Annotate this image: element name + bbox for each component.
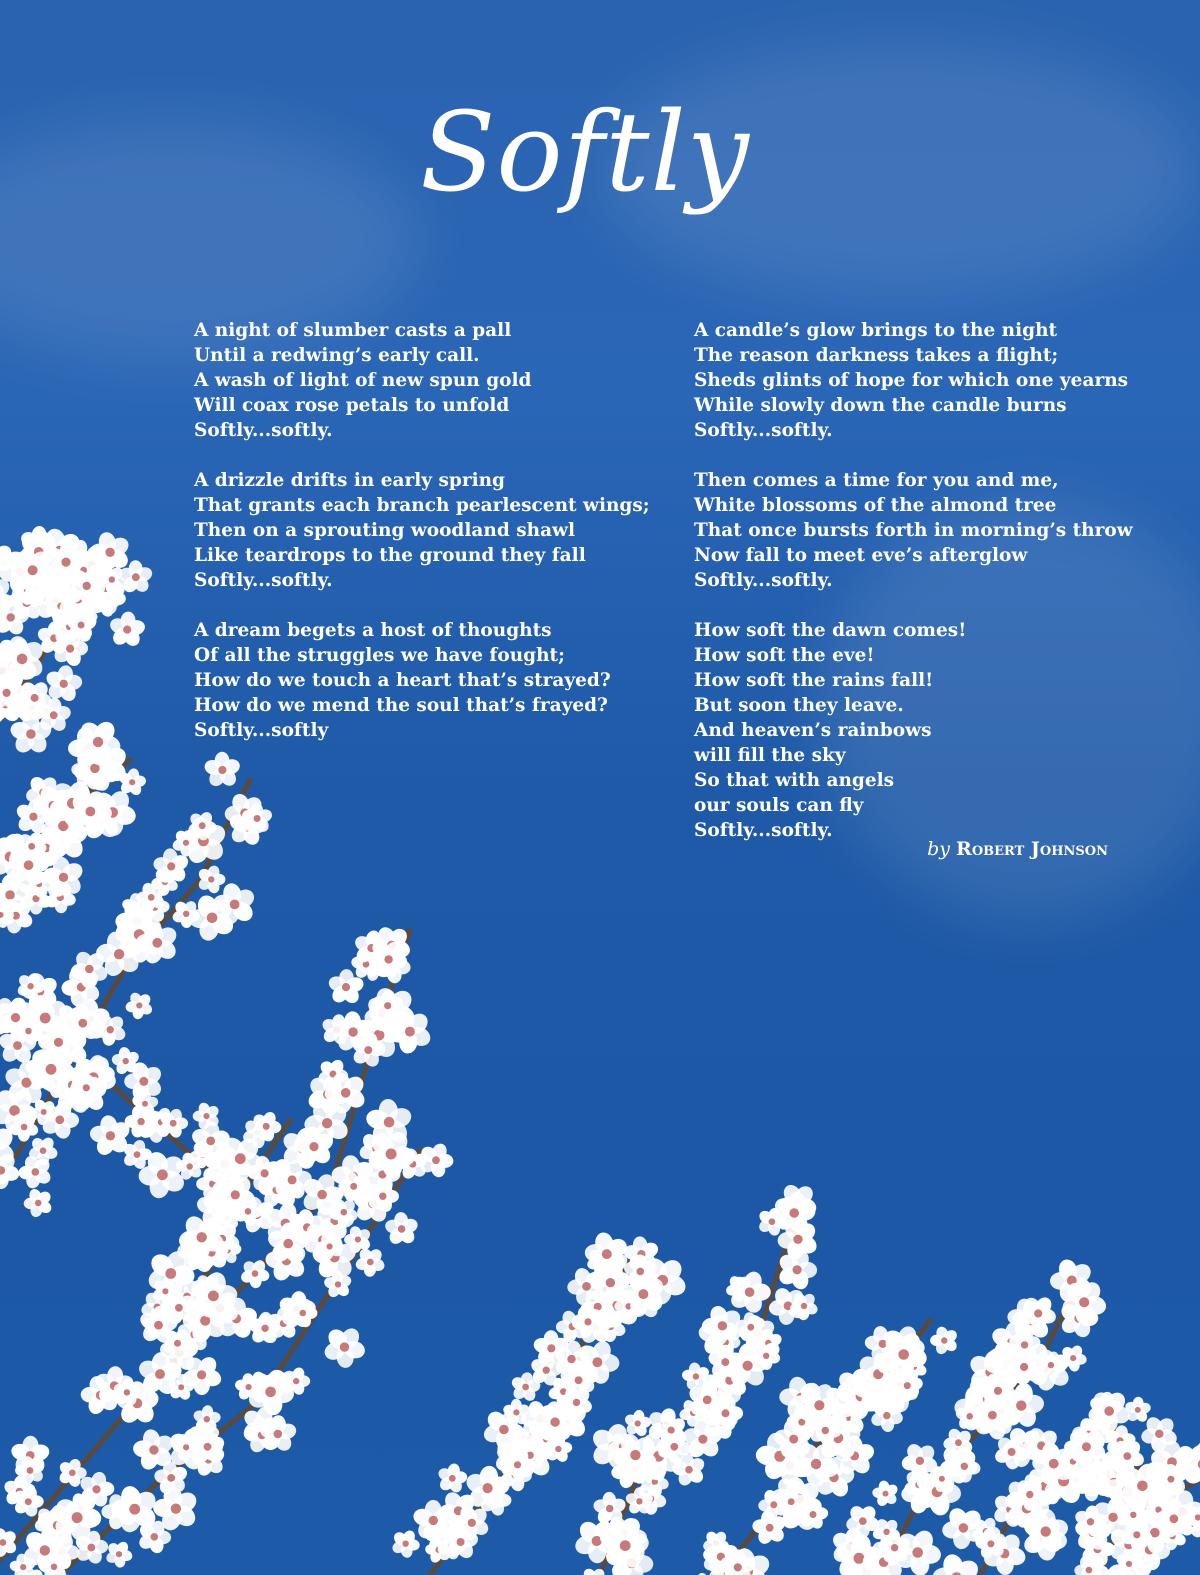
poem-line: That grants each branch pearlescent wings; (194, 495, 650, 516)
poem-line: our souls can fly (694, 795, 864, 816)
byline-prefix: by (927, 838, 950, 860)
poem-line: Sheds glints of hope for which one yearns (694, 370, 1129, 391)
poem-line: Will coax rose petals to unfold (194, 395, 510, 416)
poem-byline (880, 838, 1108, 860)
blossom (153, 1460, 189, 1496)
blossom (322, 1325, 367, 1368)
poem-line: Softly...softly. (194, 420, 333, 441)
blossom (436, 1462, 468, 1494)
poem-line: But soon they leave. (694, 695, 904, 716)
poem-line: A drizzle drifts in early spring (194, 470, 505, 491)
poem-line: How soft the dawn comes! (694, 620, 967, 641)
blossom (125, 991, 154, 1020)
poem-line: Then comes a time for you and me, (694, 470, 1059, 491)
poem-line: That once bursts forth in morning’s throw (694, 520, 1133, 541)
blossom (930, 1325, 959, 1356)
blossom (108, 611, 147, 649)
poem-line: Until a redwing’s early call. (194, 345, 480, 366)
poem-title: Softly (420, 88, 750, 216)
poem-line: A night of slumber casts a pall (194, 320, 512, 341)
poem-line: A dream begets a host of thoughts (194, 620, 552, 641)
poem-line: Softly...softly. (694, 820, 833, 841)
poem-line: White blossoms of the almond tree (694, 495, 1057, 516)
poem-line: So that with angels (694, 770, 895, 791)
blossom (104, 1540, 133, 1568)
poem-line: Then on a sprouting woodland shawl (194, 520, 576, 541)
stanza (194, 318, 664, 443)
stanza (694, 618, 1154, 843)
poem-line: Softly...softly (194, 720, 329, 741)
poem-line: Now fall to meet eve’s afterglow (694, 545, 1028, 566)
stanza (194, 618, 664, 743)
poem-line: Like teardrops to the ground they fall (194, 545, 586, 566)
blossom (384, 1212, 420, 1247)
poem-line: How do we mend the soul that’s frayed? (194, 695, 608, 716)
poem-line: The reason darkness takes a flight; (694, 345, 1059, 366)
poem-line: Softly...softly. (694, 420, 833, 441)
blossom (390, 1528, 420, 1558)
poem-line: will fill the sky (694, 745, 846, 766)
blossom (872, 1480, 900, 1508)
poem-line: How soft the eve! (694, 645, 875, 666)
stanza (694, 318, 1154, 443)
author-name: Robert Johnson (956, 838, 1108, 860)
stanza (694, 468, 1154, 593)
poem-column-right (694, 318, 1154, 868)
poem-line: A wash of light of new spun gold (194, 370, 532, 391)
poem-line: How do we touch a heart that’s strayed? (194, 670, 611, 691)
poem-line: Softly...softly. (194, 570, 333, 591)
poem-line: How soft the rains fall! (694, 670, 934, 691)
poem-column-left (194, 318, 664, 768)
blossom (23, 1187, 53, 1218)
poem-line: Of all the struggles we have fought; (194, 645, 565, 666)
poem-line: While slowly down the candle burns (694, 395, 1067, 416)
blossom (623, 1409, 652, 1438)
poem-line: And heaven’s rainbows (694, 720, 932, 741)
stanza (194, 468, 664, 593)
poem-line: Softly...softly. (694, 570, 833, 591)
poem-line: A candle’s glow brings to the night (694, 320, 1058, 341)
